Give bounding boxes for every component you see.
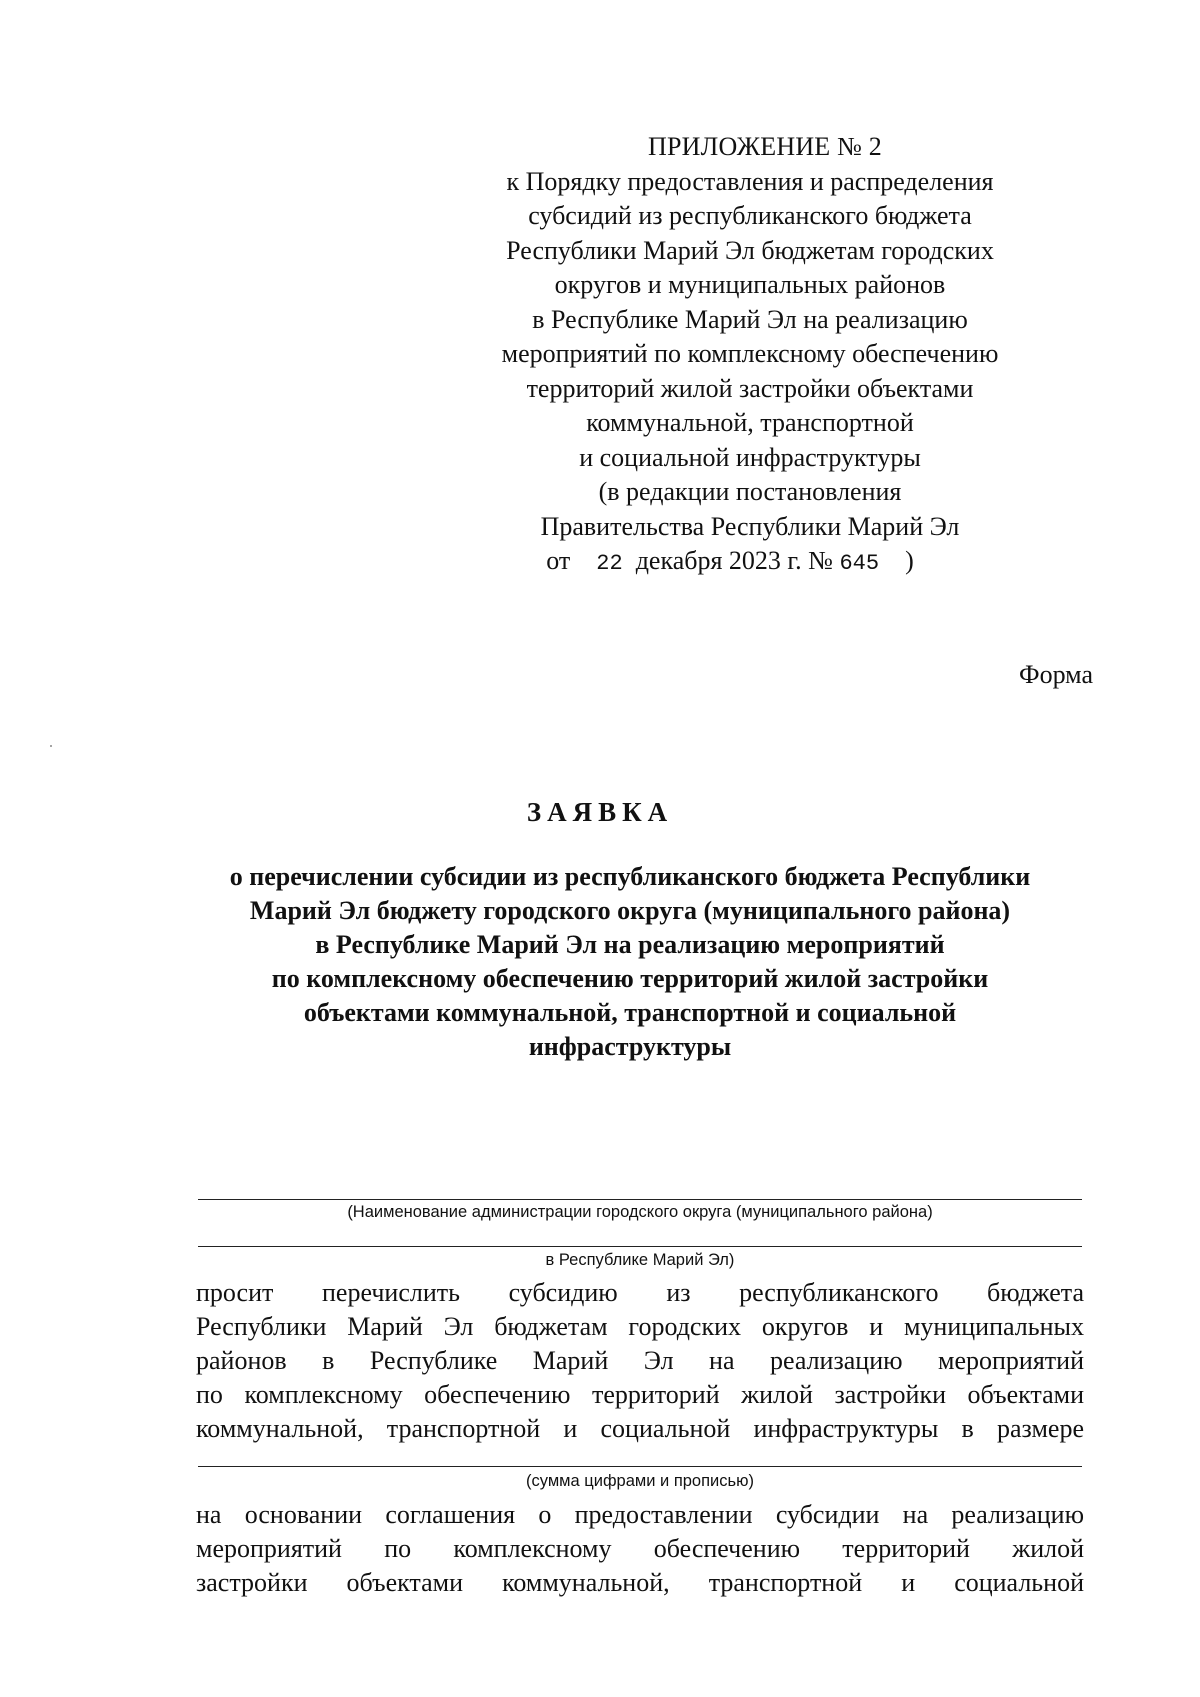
appendix-line: мероприятий по комплексному обеспечению — [501, 339, 999, 368]
form-label: Форма — [1019, 660, 1093, 689]
appendix-line: территорий жилой застройки объектами — [526, 373, 974, 403]
paragraph-line: коммунальной, транспортной и социальной инфраструктуры в размере — [196, 1414, 1084, 1443]
subtitle-line: Марий Эл бюджету городского округа (муниципального района) — [249, 896, 1011, 925]
paragraph-line: районов в Республике Марий Эл на реализацию мероприятий — [196, 1346, 1084, 1375]
paragraph-line: просит перечислить субсидию из республиканского бюджета — [196, 1278, 1084, 1307]
subtitle-line: по комплексному обеспечению территорий жилой застройки — [271, 964, 989, 993]
paragraph-line: на основании соглашения о предоставлении субсидии на реализацию — [196, 1500, 1084, 1529]
appendix-title: ПРИЛОЖЕНИЕ № 2 — [648, 132, 882, 161]
appendix-line: субсидий из республиканского бюджета — [528, 201, 972, 230]
resolution-number: 645 — [839, 551, 880, 576]
sum-field-line[interactable] — [198, 1466, 1082, 1467]
admin-name-field-line[interactable] — [198, 1199, 1082, 1200]
appendix-line: Республики Марий Эл бюджетам городских — [506, 235, 994, 265]
agreement-paragraph — [196, 1498, 1084, 1600]
date-middle: декабря 2023 г. № — [635, 546, 833, 575]
admin-name-field-line-2[interactable] — [198, 1246, 1082, 1247]
appendix-line: Правительства Республики Марий Эл — [540, 511, 960, 541]
paragraph-line: мероприятий по комплексному обеспечению территорий жилой — [196, 1534, 1084, 1563]
region-caption: в Республике Марий Эл) — [545, 1251, 735, 1269]
date-suffix: ) — [905, 546, 914, 575]
subtitle-line: инфраструктуры — [528, 1032, 732, 1061]
subtitle-line: объектами коммунальной, транспортной и социальной — [303, 998, 957, 1027]
appendix-line: (в редакции постановления — [598, 477, 902, 506]
admin-name-caption: (Наименование администрации городского округа (муниципального района) — [347, 1203, 933, 1221]
paragraph-line: по комплексному обеспечению территорий жилой застройки объектами — [196, 1380, 1084, 1409]
sum-caption: (сумма цифрами и прописью) — [526, 1472, 754, 1490]
paragraph-line: застройки объектами коммунальной, транспортной и социальной — [196, 1568, 1084, 1597]
scan-artifact — [50, 745, 52, 747]
appendix-header — [470, 130, 1030, 582]
subtitle-line: в Республике Марий Эл на реализацию мероприятий — [315, 930, 945, 959]
request-subtitle — [180, 860, 1080, 1064]
appendix-line: в Республике Марий Эл на реализацию — [532, 304, 968, 334]
resolution-date-line — [470, 544, 1030, 582]
subtitle-line: о перечислении субсидии из республиканского бюджета Республики — [229, 862, 1031, 891]
date-prefix: от — [546, 546, 571, 575]
appendix-line: коммунальной, транспортной — [586, 408, 914, 437]
paragraph-line: Республики Марий Эл бюджетам городских округов и муниципальных — [196, 1312, 1084, 1341]
request-paragraph — [196, 1276, 1084, 1446]
appendix-line: к Порядку предоставления и распределения — [506, 166, 994, 196]
appendix-line: и социальной инфраструктуры — [579, 442, 921, 472]
appendix-line: округов и муниципальных районов — [554, 270, 946, 299]
date-day: 22 — [596, 551, 623, 576]
request-title: ЗАЯВКА — [526, 797, 674, 827]
